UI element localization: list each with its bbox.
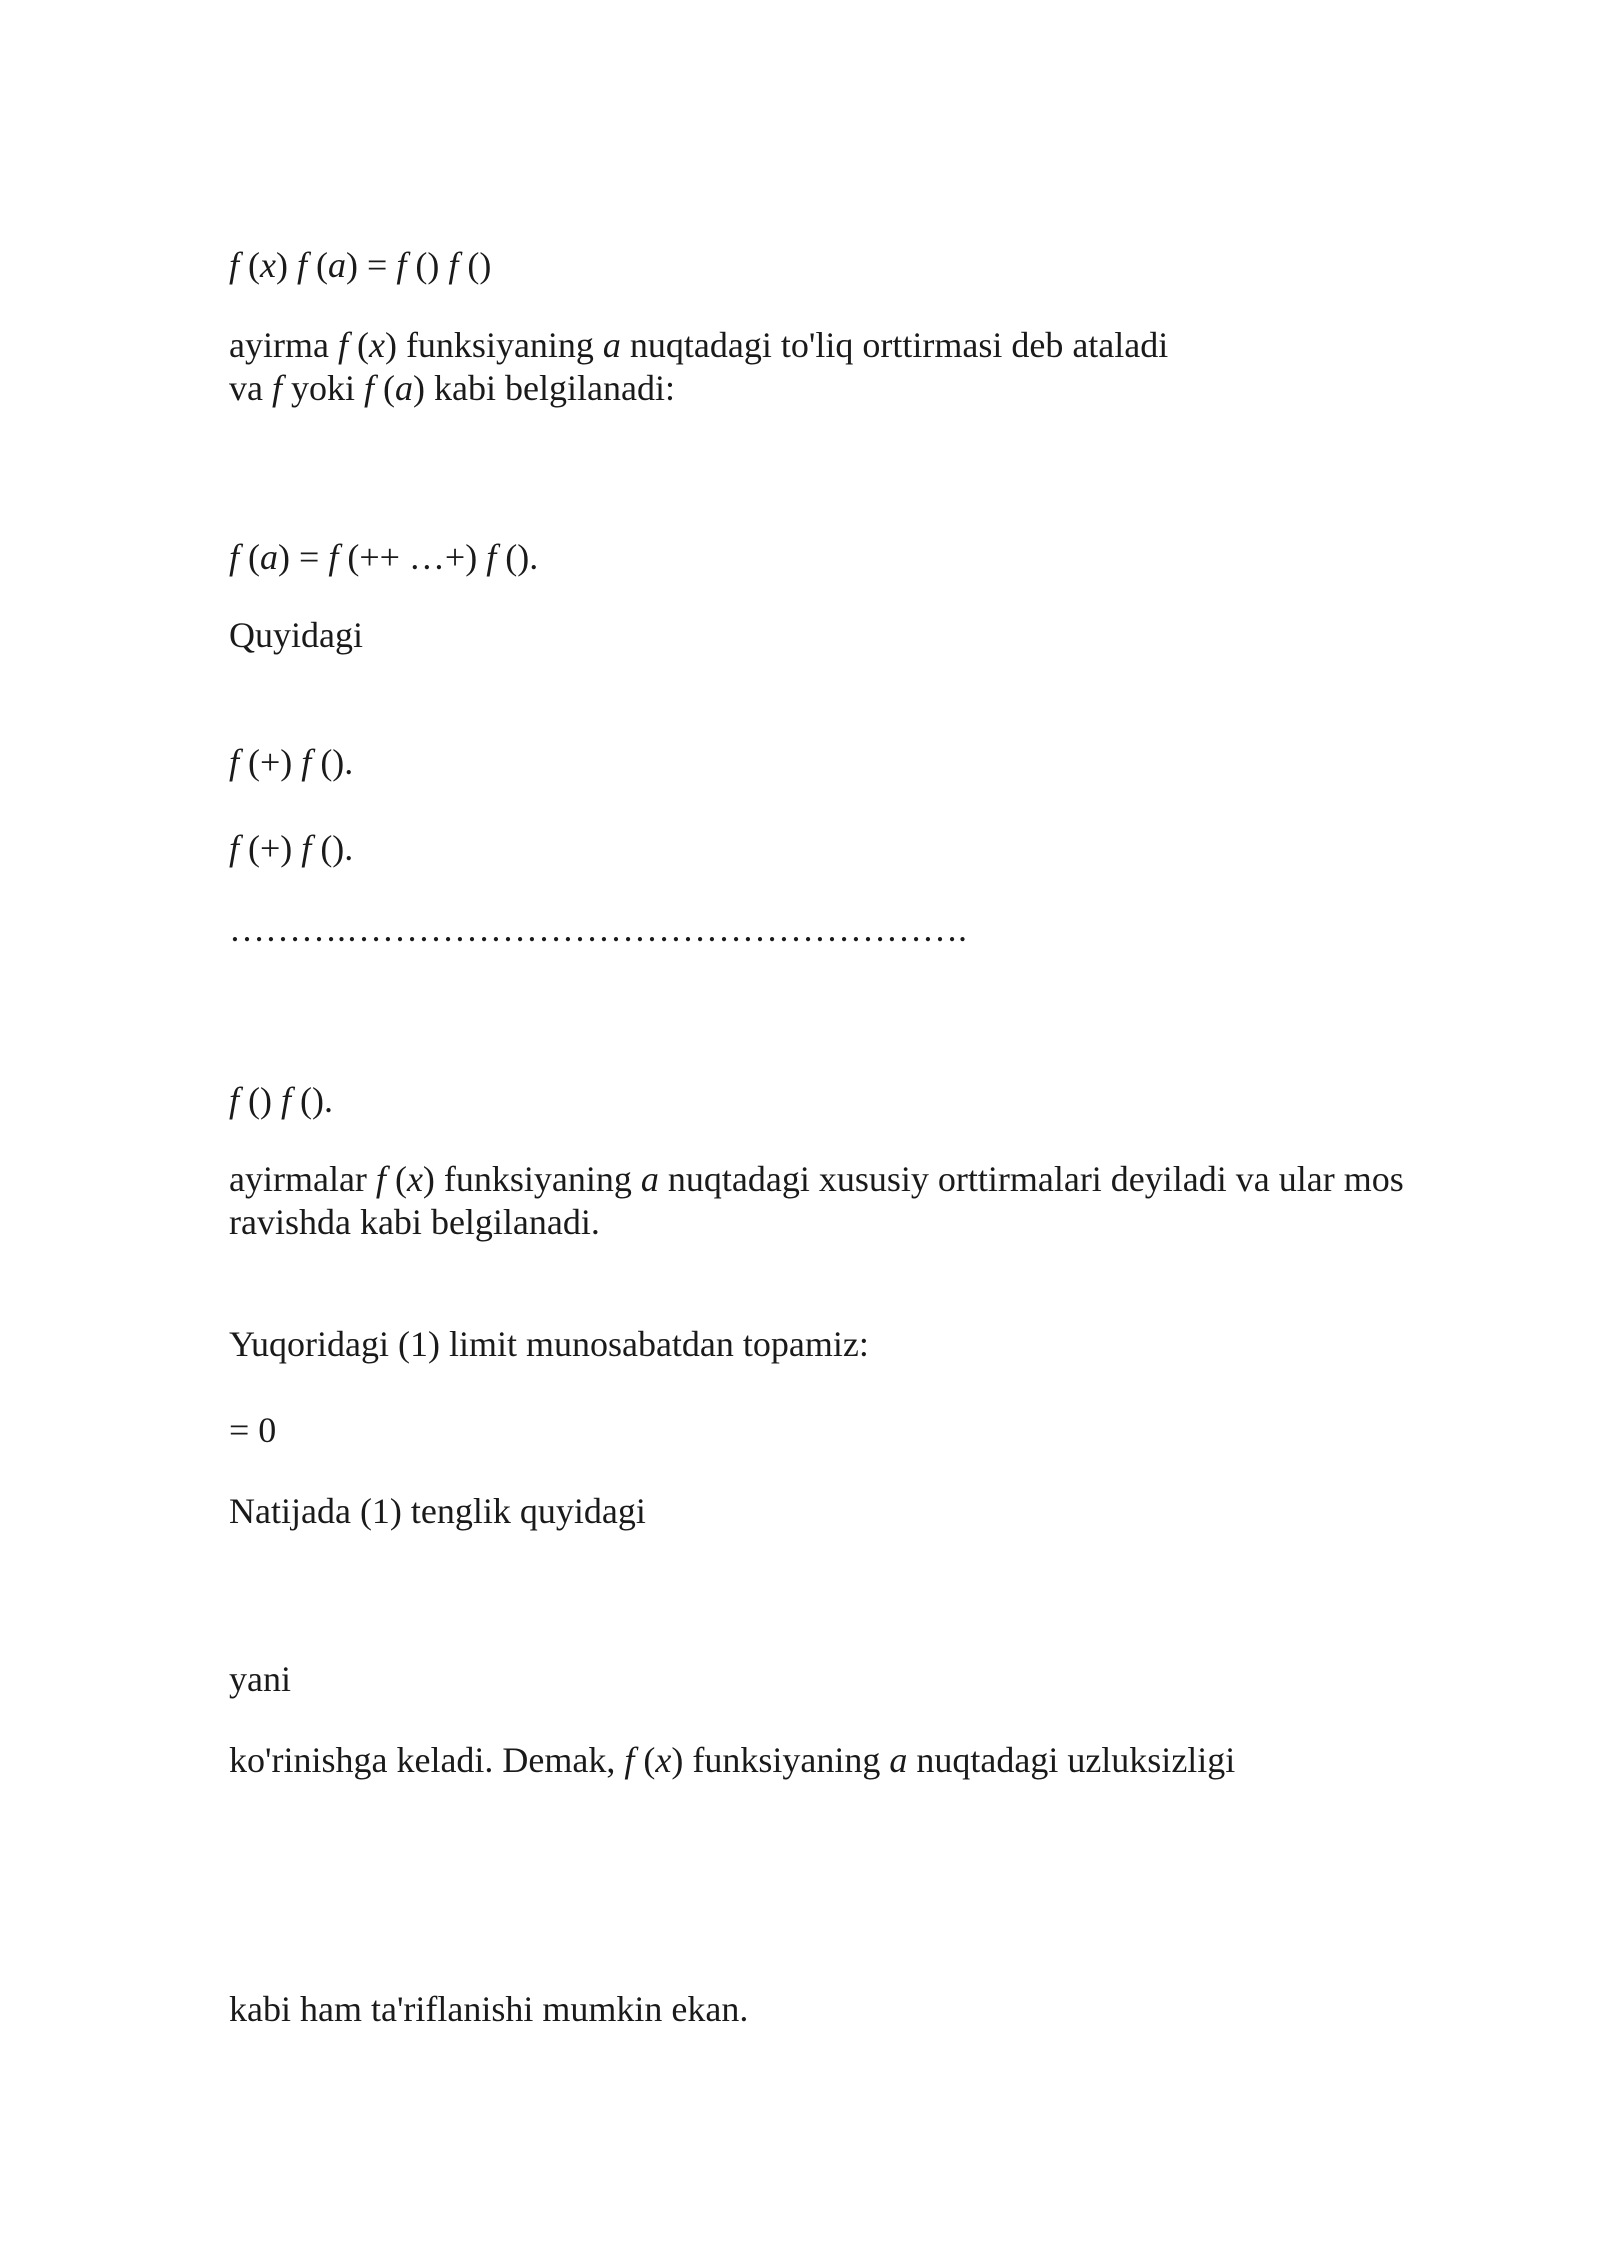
math-f: f [624,1740,635,1780]
paragraph-line-11 [229,1200,600,1244]
text-run: (). [311,742,354,782]
math-f: f [328,537,339,577]
math-f: f [448,245,459,285]
math-x: x [368,325,385,365]
text-run: ) = [278,537,329,577]
math-f: f [229,742,240,782]
text-run: ( [347,325,369,365]
math-a: a [602,325,621,365]
text-run: yoki [282,368,365,408]
math-a: a [328,245,347,285]
math-f: f [281,1080,292,1120]
text-run: ) funksiyaning [422,1159,641,1199]
math-f: f [229,245,240,285]
text-run: ( [239,245,261,285]
paragraph-line-12 [229,1322,869,1366]
text-run: ( [385,1159,407,1199]
math-f: f [301,828,312,868]
text-run: = 0 [229,1410,277,1450]
text-run: (). [496,537,539,577]
ellipsis-line-8 [229,907,967,951]
math-f: f [229,1080,240,1120]
text-run: ) = [346,245,397,285]
paragraph-line-15 [229,1657,291,1701]
text-run: ……….……………………………………………. [229,909,967,949]
math-f: f [364,368,375,408]
text-run: nuqtadagi to'liq orttirmasi deb ataladi [620,325,1169,365]
text-run: Natijada (1) tenglik quyidagi [229,1491,646,1531]
text-run: ravishda kabi belgilanadi. [229,1202,600,1242]
math-x: x [260,245,276,285]
text-run: () [458,245,492,285]
math-x: x [655,1740,672,1780]
text-run: (++ …+) [338,537,487,577]
text-run: Yuqoridagi (1) limit munosabatdan topamiz: [229,1324,869,1364]
text-run: ) funksiyaning [384,325,603,365]
math-f: f [396,245,407,285]
math-a: a [260,537,279,577]
math-f: f [486,537,497,577]
text-run: Quyidagi [229,615,363,655]
math-f: f [229,537,240,577]
math-a: a [640,1159,659,1199]
formula-line-6 [229,740,353,784]
text-run: yani [229,1659,291,1699]
math-a: a [889,1740,908,1780]
text-run: ayirma [229,325,338,365]
text-run: () [239,1080,281,1120]
text-run: ) kabi belgilanadi: [413,368,675,408]
math-f: f [337,325,348,365]
math-x: x [406,1159,423,1199]
text-run: nuqtadagi xususiy orttirmalari deyiladi va ular mos [658,1159,1404,1199]
paragraph-line-10 [229,1157,1404,1201]
formula-line-1 [229,243,491,287]
text-run: (+) [239,828,302,868]
math-f: f [301,742,312,782]
math-f: f [297,245,308,285]
paragraph-line-14 [229,1489,646,1533]
math-f: f [271,368,282,408]
paragraph-line-5 [229,613,363,657]
text-run: va [229,368,272,408]
paragraph-line-2 [229,323,1168,367]
text-run: ko'rinishga keladi. Demak, [229,1740,625,1780]
text-run: kabi ham ta'riflanishi mumkin ekan. [229,1989,749,2029]
formula-line-4 [229,535,538,579]
text-run: ( [634,1740,656,1780]
text-run: (). [311,828,354,868]
text-run: () [406,245,449,285]
math-f: f [375,1159,386,1199]
math-f: f [229,828,240,868]
text-run: ( [374,368,396,408]
text-run: (). [291,1080,333,1120]
text-run: (+) [239,742,302,782]
text-run: ) [276,245,297,285]
text-run: ( [307,245,329,285]
math-a: a [395,368,414,408]
text-run: ( [239,537,261,577]
text-run: ) funksiyaning [671,1740,890,1780]
paragraph-line-13 [229,1408,276,1452]
formula-line-7 [229,826,353,870]
paragraph-line-17 [229,1987,748,2031]
paragraph-line-16 [229,1738,1235,1782]
formula-line-9 [229,1078,333,1122]
text-run: ayirmalar [229,1159,376,1199]
paragraph-line-3 [229,366,675,410]
text-run: nuqtadagi uzluksizligi [907,1740,1236,1780]
